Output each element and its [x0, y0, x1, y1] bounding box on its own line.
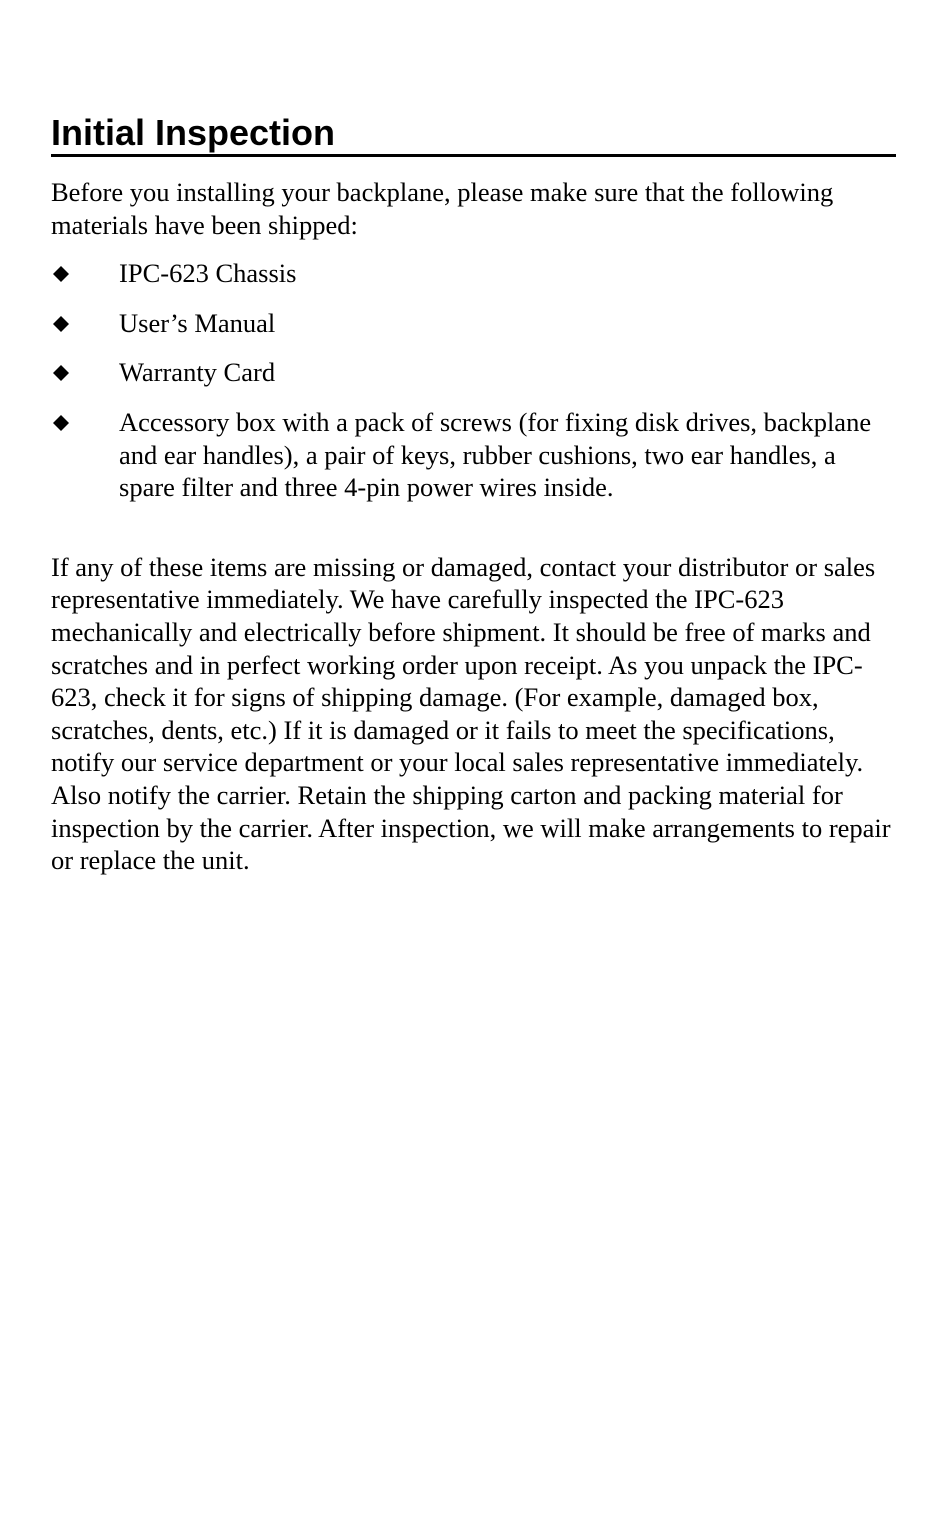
- document-page: [51, 112, 896, 877]
- diamond-bullet-icon: [53, 415, 67, 429]
- section-heading: Initial Inspection: [51, 112, 896, 157]
- closing-paragraph: If any of these items are missing or damaged, contact your distributor or sales representative immediately. We have carefully inspected the IPC-623 mechanically and electrically before shipment. It should be free of marks and scratches and in perfect working order upon receipt. As you unpack the IPC-623, check it for signs of shipping damage. (For example, damaged box, scratches, dents, etc.) If it is damaged or it fails to meet the specifications, notify our service department or your local sales representative immediately. Also notify the carrier. Retain the shipping carton and packing material for inspection by the carrier. After inspection, we will make arrangements to repair or replace the unit.: [51, 551, 891, 876]
- list-item-text: Warranty Card: [119, 357, 276, 388]
- list-item-text: User’s Manual: [119, 307, 276, 338]
- list-item-text: Accessory box with a pack of screws (for fixing disk drives, backplane and ear handles), a pair of keys, rubber cushions, two ear handles, a spare filter and three 4-pin power wires inside.: [119, 406, 872, 503]
- materials-list: [51, 257, 896, 504]
- diamond-bullet-icon: [53, 365, 67, 379]
- list-item-text: IPC-623 Chassis: [119, 258, 297, 289]
- list-item: [51, 307, 896, 340]
- diamond-bullet-icon: [53, 266, 67, 280]
- diamond-bullet-icon: [53, 316, 67, 330]
- list-item: [51, 257, 896, 290]
- list-item: [51, 356, 896, 389]
- list-item: [51, 406, 896, 504]
- intro-paragraph: Before you installing your backplane, please make sure that the following materials have been shipped:: [51, 177, 834, 240]
